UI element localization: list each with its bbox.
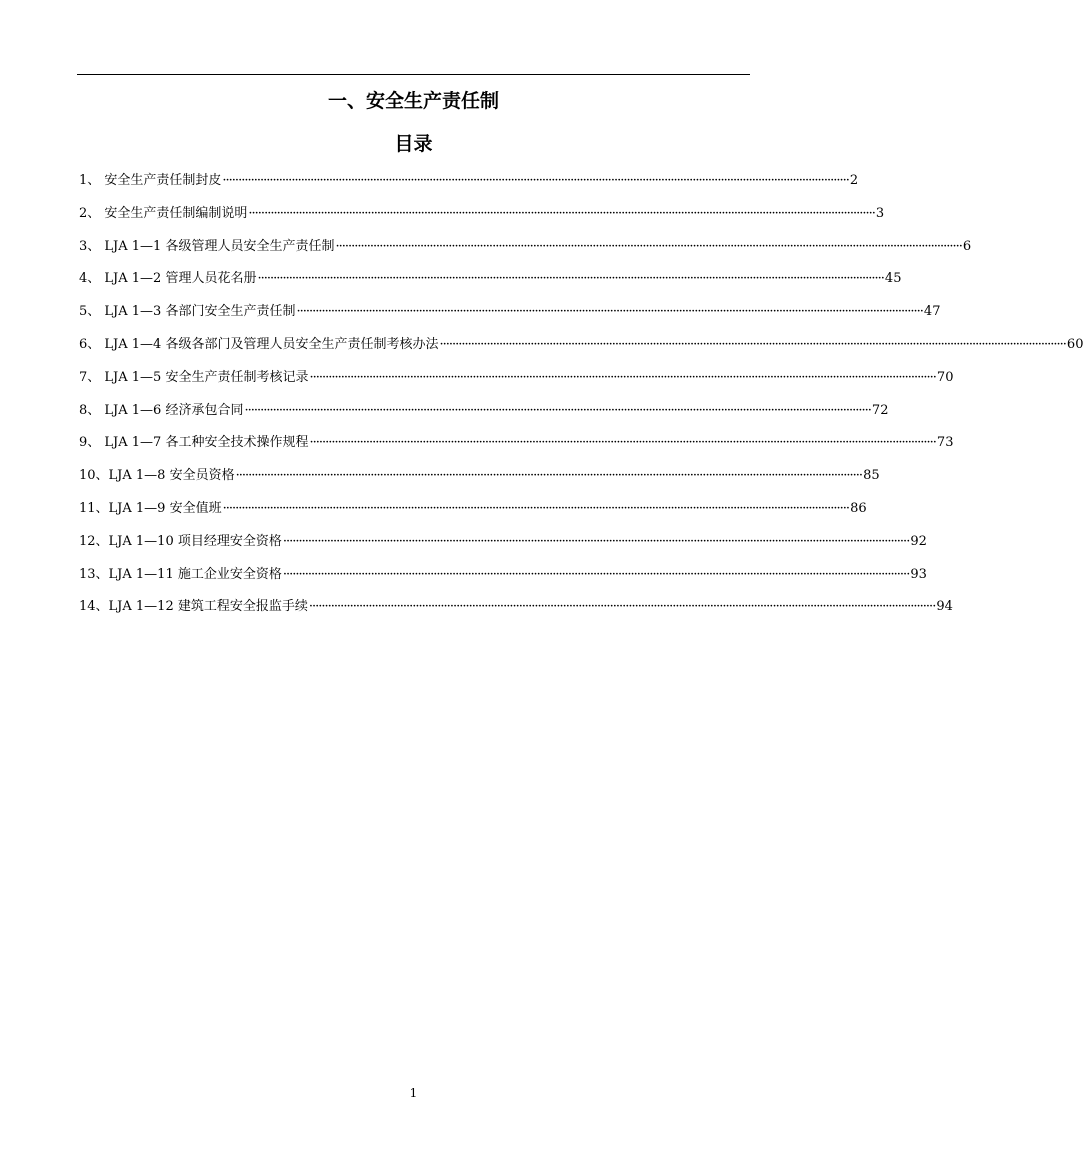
toc-entry-page: 72	[871, 402, 889, 418]
top-rule	[77, 74, 750, 75]
toc-entry-title: 11、LJA 1—9 安全值班	[79, 500, 222, 516]
toc-entry[interactable]	[79, 302, 941, 335]
toc-entry-page: 85	[863, 468, 880, 484]
toc-entry-page: 94	[936, 599, 953, 615]
toc-heading: 目录	[394, 133, 433, 155]
toc-entry[interactable]	[79, 171, 859, 204]
toc-entry-title: 9、 LJA 1—7 各工种安全技术操作规程	[79, 435, 309, 451]
toc-entry-page: 73	[936, 435, 954, 451]
toc-entry[interactable]	[79, 565, 927, 598]
toc-entry-title: 13、LJA 1—11 施工企业安全资格	[79, 566, 282, 582]
toc-entry-title: 6、 LJA 1—4 各级各部门及管理人员安全生产责任制考核办法	[79, 336, 439, 352]
toc-leader-dots: ········································································································································································································	[235, 468, 863, 484]
toc-entry-title: 1、 安全生产责任制封皮	[79, 173, 222, 188]
toc-entry[interactable]	[79, 368, 954, 401]
toc-entry-page: 3	[875, 205, 885, 221]
toc-entry-page: 92	[910, 533, 927, 549]
toc-leader-dots: ········································································································································································································	[282, 533, 910, 549]
toc-entry-page: 93	[910, 566, 927, 582]
toc-entry-title: 5、 LJA 1—3 各部门安全生产责任制	[79, 304, 296, 320]
toc-leader-dots: ········································································································································································································	[257, 271, 884, 287]
toc-entry-title: 14、LJA 1—12 建筑工程安全报监手续	[79, 599, 308, 615]
toc-leader-dots: ········································································································································································································	[248, 205, 875, 221]
toc-entry-title: 4、 LJA 1—2 管理人员花名册	[79, 271, 257, 287]
toc-entry-page: 60	[1066, 336, 1083, 352]
toc-leader-dots: ········································································································································································································	[222, 173, 849, 188]
toc-entry[interactable]	[79, 532, 927, 565]
toc-entry[interactable]	[79, 499, 867, 532]
toc-entry-page: 86	[850, 500, 867, 516]
toc-entry[interactable]	[79, 597, 953, 630]
toc-entry-title: 12、LJA 1—10 项目经理安全资格	[79, 533, 282, 549]
toc-leader-dots: ········································································································································································································	[309, 369, 936, 385]
toc-entry-page: 70	[936, 369, 954, 385]
toc-entry-page: 6	[962, 238, 972, 254]
toc-entry[interactable]	[79, 335, 1083, 368]
toc-leader-dots: ········································································································································································································	[439, 336, 1066, 352]
toc-entry[interactable]	[79, 269, 902, 302]
toc-entry-title: 10、LJA 1—8 安全员资格	[79, 468, 235, 484]
toc-entry-title: 8、 LJA 1—6 经济承包合同	[79, 402, 244, 418]
toc-entry[interactable]	[79, 401, 889, 434]
toc-leader-dots: ········································································································································································································	[309, 435, 936, 451]
toc-entry[interactable]	[79, 237, 972, 270]
toc-entry[interactable]	[79, 204, 885, 237]
toc-leader-dots: ········································································································································································································	[308, 599, 936, 615]
toc-leader-dots: ········································································································································································································	[222, 500, 850, 516]
toc-entry-page: 47	[923, 304, 941, 320]
toc-entry[interactable]	[79, 433, 954, 466]
page-number: 1	[409, 1086, 418, 1100]
toc-leader-dots: ········································································································································································································	[282, 566, 910, 582]
toc-entry[interactable]	[79, 466, 880, 499]
toc-leader-dots: ········································································································································································································	[244, 402, 871, 418]
toc-entry-title: 2、 安全生产责任制编制说明	[79, 205, 248, 221]
toc-entry-page: 2	[849, 173, 859, 188]
toc-entry-title: 7、 LJA 1—5 安全生产责任制考核记录	[79, 369, 309, 385]
toc-entry-page: 45	[884, 271, 902, 287]
table-of-contents	[79, 171, 1083, 630]
document-title: 一、安全生产责任制	[327, 90, 499, 112]
toc-entry-title: 3、 LJA 1—1 各级管理人员安全生产责任制	[79, 238, 335, 254]
toc-leader-dots: ········································································································································································································	[335, 238, 962, 254]
toc-leader-dots: ········································································································································································································	[296, 304, 923, 320]
